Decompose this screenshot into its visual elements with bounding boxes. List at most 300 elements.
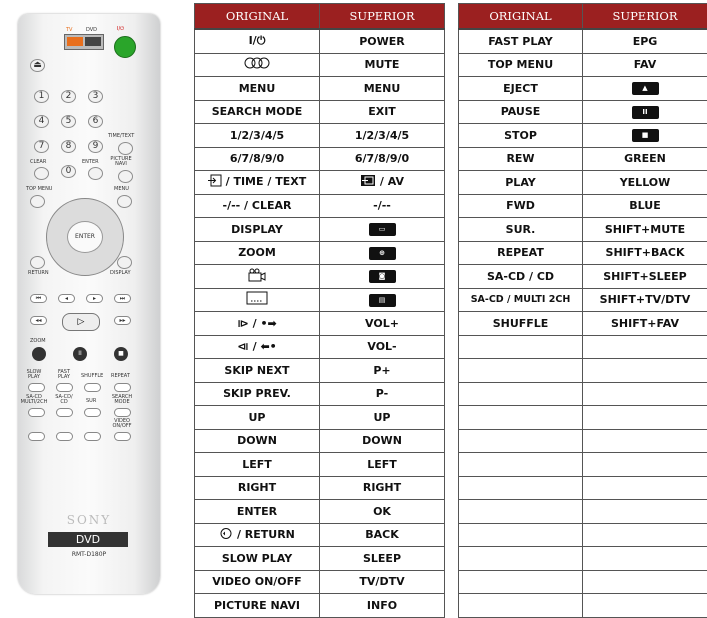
- original-cell: [195, 594, 320, 618]
- original-header: ORIGINAL: [459, 4, 583, 30]
- angle-icon: [247, 268, 267, 285]
- cell-text: VIDEO ON/OFF: [212, 575, 301, 588]
- superior-cell: [320, 218, 445, 242]
- cell-text: POWER: [359, 35, 405, 48]
- angle-key-icon: ◙: [369, 270, 396, 284]
- superior-cell: [583, 594, 707, 618]
- zoom-label: ZOOM: [30, 339, 46, 344]
- picture-navi-label: PICTURE NAVI: [110, 157, 132, 167]
- original-cell: [195, 312, 320, 336]
- subtitle-key-icon: ▤: [369, 293, 396, 307]
- audio-button: [56, 432, 73, 441]
- digit-2-button: 2: [61, 90, 76, 103]
- original-cell: [459, 288, 583, 312]
- play-button: ▷: [62, 313, 100, 331]
- superior-cell: [583, 241, 707, 265]
- superior-cell: [320, 265, 445, 289]
- table-row: [195, 335, 445, 359]
- cell-text: OK: [373, 505, 391, 518]
- table-row: [459, 124, 707, 148]
- superior-cell: [583, 218, 707, 242]
- cell-text: LEFT: [242, 458, 272, 471]
- original-cell: [195, 453, 320, 477]
- superior-cell: [583, 570, 707, 594]
- sur-label: SUR: [86, 399, 96, 404]
- cell-text: DISPLAY: [231, 223, 283, 236]
- digit-5-button: 5: [61, 115, 76, 128]
- original-cell: [459, 476, 583, 500]
- cell-text: EJECT: [503, 82, 538, 95]
- eject-button: ⏏: [30, 59, 45, 72]
- cell-text: TOP MENU: [488, 58, 553, 71]
- original-cell: [195, 547, 320, 571]
- superior-cell: [583, 171, 707, 195]
- superior-cell: [320, 171, 445, 195]
- return-label: RETURN: [28, 271, 49, 276]
- table-row: [195, 265, 445, 289]
- table-row: [195, 359, 445, 383]
- stop-button: ■: [114, 347, 128, 361]
- table-row: [459, 265, 707, 289]
- table-row: [195, 288, 445, 312]
- cell-text: GREEN: [624, 152, 666, 165]
- superior-cell: [583, 53, 707, 77]
- cell-text: FWD: [506, 199, 535, 212]
- original-cell: [195, 100, 320, 124]
- table-row: [459, 288, 707, 312]
- superior-cell: [320, 147, 445, 171]
- top-menu-label: TOP MENU: [26, 187, 52, 192]
- superior-cell: [320, 124, 445, 148]
- display-button: [117, 256, 132, 269]
- power-button: [114, 36, 136, 58]
- table-row: [195, 594, 445, 618]
- cell-text: 6/7/8/9/0: [355, 152, 409, 165]
- time-text-button: [118, 142, 133, 155]
- search-mode-button: [114, 408, 131, 417]
- table-row: [459, 570, 707, 594]
- sacd-multi-button: [28, 408, 45, 417]
- cell-text: SHIFT+BACK: [606, 246, 685, 259]
- original-cell: [459, 218, 583, 242]
- superior-cell: [583, 100, 707, 124]
- original-cell: [459, 312, 583, 336]
- cell-text: / RETURN: [233, 528, 295, 541]
- subtitle-box-icon: [246, 291, 268, 308]
- superior-cell: [583, 500, 707, 524]
- cell-text: PLAY: [505, 176, 536, 189]
- sacd-cd-label: SA-CD/ CD: [52, 395, 76, 405]
- cell-text: SEARCH MODE: [212, 105, 302, 118]
- digit-4-button: 4: [34, 115, 49, 128]
- cell-text: MUTE: [365, 58, 400, 71]
- cell-text: P+: [373, 364, 390, 377]
- picture-navi-button: [118, 170, 133, 183]
- superior-cell: [583, 288, 707, 312]
- superior-header: SUPERIOR: [583, 4, 707, 30]
- cell-text: BACK: [365, 528, 399, 541]
- sur-button: [84, 408, 101, 417]
- cell-text: REPEAT: [497, 246, 544, 259]
- table-row: [459, 406, 707, 430]
- table-row: [459, 547, 707, 571]
- cell-text: PAUSE: [501, 105, 541, 118]
- table-header-row: [459, 4, 707, 30]
- superior-cell: [583, 476, 707, 500]
- original-cell: [459, 29, 583, 53]
- original-cell: [459, 570, 583, 594]
- model-number: RMT-D180P: [18, 551, 160, 558]
- original-cell: [459, 53, 583, 77]
- cell-text: ⧏ / ⬅•: [237, 340, 276, 353]
- pause-key-icon: II: [632, 105, 659, 119]
- table-row: [459, 312, 707, 336]
- original-cell: [195, 476, 320, 500]
- original-cell: [459, 194, 583, 218]
- original-cell: [459, 241, 583, 265]
- cell-text: 6/7/8/9/0: [230, 152, 284, 165]
- cell-text: FAV: [634, 58, 657, 71]
- cell-text: -/-- / CLEAR: [223, 199, 292, 212]
- superior-cell: [320, 359, 445, 383]
- digit-0-button: 0: [61, 165, 76, 178]
- superior-cell: [320, 288, 445, 312]
- superior-cell: [583, 124, 707, 148]
- cell-text: -/--: [373, 199, 391, 212]
- next-button: ⏭: [114, 294, 131, 303]
- superior-cell: [320, 429, 445, 453]
- cell-text: ZOOM: [238, 246, 276, 259]
- cell-text: / TIME / TEXT: [222, 175, 306, 188]
- cell-text: SHIFT+FAV: [611, 317, 679, 330]
- dvd-badge: DVD: [48, 532, 128, 547]
- original-cell: [195, 77, 320, 101]
- superior-cell: [320, 570, 445, 594]
- cell-text: ⧐ / •➡: [237, 317, 276, 330]
- digit-3-button: 3: [88, 90, 103, 103]
- table-row: [195, 77, 445, 101]
- menu-button: [117, 195, 132, 208]
- superior-cell: [583, 406, 707, 430]
- original-cell: [459, 547, 583, 571]
- table-row: [459, 429, 707, 453]
- cell-text: SLOW PLAY: [222, 552, 292, 565]
- original-cell: [195, 241, 320, 265]
- cell-text: SA-CD / MULTI 2CH: [471, 294, 571, 305]
- original-cell: [195, 406, 320, 430]
- rew-button: ◂◂: [30, 316, 47, 325]
- slow-play-button: [28, 383, 45, 392]
- cell-text: PICTURE NAVI: [214, 599, 300, 612]
- cell-text: SKIP NEXT: [224, 364, 289, 377]
- original-cell: [459, 359, 583, 383]
- original-cell: [195, 265, 320, 289]
- superior-cell: [320, 77, 445, 101]
- cell-text: ENTER: [237, 505, 277, 518]
- original-cell: [459, 77, 583, 101]
- table-row: [459, 194, 707, 218]
- dvd-label: DVD: [86, 28, 97, 33]
- cell-text: SA-CD / CD: [487, 270, 554, 283]
- cell-text: DOWN: [362, 434, 402, 447]
- cell-text: MENU: [239, 82, 276, 95]
- table-row: [195, 500, 445, 524]
- table-row: [195, 124, 445, 148]
- superior-cell: [320, 29, 445, 53]
- cell-text: P-: [376, 387, 388, 400]
- cell-text: UP: [374, 411, 391, 424]
- table-row: [459, 77, 707, 101]
- original-cell: [195, 288, 320, 312]
- superior-cell: [320, 241, 445, 265]
- digit-8-button: 8: [61, 140, 76, 153]
- cell-text: INFO: [367, 599, 397, 612]
- superior-cell: [320, 476, 445, 500]
- eject-key-icon: ▲: [632, 82, 659, 96]
- table-row: [459, 382, 707, 406]
- table-row: [459, 29, 707, 53]
- search-mode-label: SEARCH MODE: [110, 395, 134, 405]
- angle-button: [84, 432, 101, 441]
- superior-cell: [583, 147, 707, 171]
- slow-play-label: SLOW PLAY: [22, 370, 46, 380]
- table-header-row: [195, 4, 445, 30]
- shuffle-button: [84, 383, 101, 392]
- original-cell: [195, 500, 320, 524]
- repeat-label: REPEAT: [111, 374, 130, 379]
- cell-text: YELLOW: [620, 176, 671, 189]
- original-cell: [195, 124, 320, 148]
- digit-1-button: 1: [34, 90, 49, 103]
- original-cell: [459, 594, 583, 618]
- superior-cell: [583, 335, 707, 359]
- zoom-button: [32, 347, 46, 361]
- superior-cell: [320, 523, 445, 547]
- enter-small-label: ENTER: [82, 160, 99, 165]
- cell-text: RIGHT: [363, 481, 401, 494]
- fast-play-label: FAST PLAY: [52, 370, 76, 380]
- power-label: I/⏻: [117, 27, 124, 32]
- original-cell: [459, 523, 583, 547]
- cell-text: 1/2/3/4/5: [230, 129, 284, 142]
- subtitle-icon: [244, 57, 270, 72]
- cell-text: FAST PLAY: [488, 35, 553, 48]
- shuffle-label: SHUFFLE: [81, 374, 103, 379]
- superior-cell: [583, 29, 707, 53]
- superior-cell: [583, 453, 707, 477]
- top-menu-button: [30, 195, 45, 208]
- tv-label: TV: [66, 28, 72, 33]
- original-cell: [459, 500, 583, 524]
- table-row: [195, 476, 445, 500]
- digit-7-button: 7: [34, 140, 49, 153]
- cell-text: MENU: [364, 82, 401, 95]
- digit-9-button: 9: [88, 140, 103, 153]
- superior-cell: [583, 194, 707, 218]
- original-cell: [459, 100, 583, 124]
- table-row: [459, 523, 707, 547]
- table-row: [195, 100, 445, 124]
- table-row: [195, 406, 445, 430]
- step-fwd-button: ▸: [86, 294, 103, 303]
- video-onoff-label: VIDEO ON/OFF: [110, 419, 134, 429]
- input-icon: [208, 174, 222, 190]
- cell-text: SHIFT+MUTE: [605, 223, 685, 236]
- cell-text: DOWN: [237, 434, 277, 447]
- cell-text: EPG: [633, 35, 658, 48]
- enter-small-button: [88, 167, 103, 180]
- original-cell: [459, 124, 583, 148]
- original-cell: [459, 406, 583, 430]
- original-cell: [459, 382, 583, 406]
- return-icon: [219, 527, 233, 543]
- table-row: [459, 594, 707, 618]
- remote-control-image: [18, 14, 160, 594]
- table-row: [195, 53, 445, 77]
- superior-cell: [583, 547, 707, 571]
- original-cell: [459, 429, 583, 453]
- superior-cell: [583, 77, 707, 101]
- sacd-cd-button: [56, 408, 73, 417]
- superior-cell: [583, 265, 707, 289]
- table-row: [459, 500, 707, 524]
- cell-text: SLEEP: [363, 552, 401, 565]
- cell-text: UP: [249, 411, 266, 424]
- stop-key-icon: ■: [632, 129, 659, 143]
- cell-text: EXIT: [368, 105, 396, 118]
- table-row: [459, 335, 707, 359]
- fast-play-button: [56, 383, 73, 392]
- table-row: [459, 359, 707, 383]
- table-row: [195, 453, 445, 477]
- cell-text: LEFT: [367, 458, 397, 471]
- superior-cell: [320, 312, 445, 336]
- video-onoff-button: [114, 432, 131, 441]
- cell-text: VOL+: [365, 317, 399, 330]
- return-button: [30, 256, 45, 269]
- table-row: [195, 194, 445, 218]
- cell-text: SHIFT+TV/DTV: [600, 293, 691, 306]
- superior-cell: [320, 406, 445, 430]
- time-text-label: TIME/TEXT: [108, 134, 134, 139]
- table-row: [195, 241, 445, 265]
- original-cell: [195, 335, 320, 359]
- superior-cell: [583, 312, 707, 336]
- cell-text: SUR.: [506, 223, 536, 236]
- original-cell: [195, 194, 320, 218]
- original-cell: [459, 265, 583, 289]
- clear-label: CLEAR: [30, 160, 46, 165]
- superior-cell: [320, 335, 445, 359]
- superior-cell: [320, 53, 445, 77]
- table-row: [459, 241, 707, 265]
- superior-cell: [583, 382, 707, 406]
- cell-text: 1/2/3/4/5: [355, 129, 409, 142]
- dpad-enter-button: ENTER: [67, 221, 103, 253]
- table-row: [459, 218, 707, 242]
- original-cell: [195, 382, 320, 406]
- table-row: [459, 171, 707, 195]
- table-row: [459, 100, 707, 124]
- table-row: [195, 429, 445, 453]
- tv-dvd-switch: [64, 34, 104, 50]
- repeat-button: [114, 383, 131, 392]
- original-cell: [459, 147, 583, 171]
- superior-cell: [320, 453, 445, 477]
- dpad: [46, 198, 124, 276]
- superior-cell: [583, 359, 707, 383]
- cell-text: SHUFFLE: [493, 317, 549, 330]
- superior-cell: [320, 100, 445, 124]
- display-key-icon: ▭: [369, 223, 396, 237]
- original-header: ORIGINAL: [195, 4, 320, 30]
- original-cell: [195, 218, 320, 242]
- display-label: DISPLAY: [110, 271, 131, 276]
- subtitle-button: [28, 432, 45, 441]
- superior-cell: [320, 194, 445, 218]
- original-cell: [195, 523, 320, 547]
- superior-header: SUPERIOR: [320, 4, 445, 30]
- brand-logo: SONY: [18, 513, 160, 527]
- cell-text: STOP: [504, 129, 537, 142]
- superior-cell: [320, 500, 445, 524]
- table-row: [195, 547, 445, 571]
- superior-cell: [320, 547, 445, 571]
- table-row: [195, 312, 445, 336]
- sacd-multi-label: SA-CD MULTI/2CH: [20, 395, 48, 405]
- original-cell: [195, 570, 320, 594]
- table-row: [195, 382, 445, 406]
- table-row: [459, 476, 707, 500]
- prev-button: ⏮: [30, 294, 47, 303]
- superior-cell: [583, 429, 707, 453]
- table-row: [195, 171, 445, 195]
- table-row: [195, 29, 445, 53]
- mapping-table-left: [194, 3, 445, 618]
- table-row: [195, 147, 445, 171]
- original-cell: [459, 171, 583, 195]
- original-cell: [195, 359, 320, 383]
- cell-text: SKIP PREV.: [223, 387, 291, 400]
- superior-cell: [320, 382, 445, 406]
- step-back-button: ◂: [58, 294, 75, 303]
- table-row: [195, 523, 445, 547]
- original-cell: [195, 29, 320, 53]
- zoom-key-icon: ⊕: [369, 246, 396, 260]
- original-cell: [195, 147, 320, 171]
- av-icon: [360, 174, 376, 190]
- table-row: [195, 218, 445, 242]
- cell-text: VOL-: [367, 340, 396, 353]
- clear-button: [34, 167, 49, 180]
- superior-cell: [320, 594, 445, 618]
- cell-text: BLUE: [629, 199, 660, 212]
- menu-label: MENU: [114, 187, 129, 192]
- original-cell: [195, 429, 320, 453]
- digit-6-button: 6: [88, 115, 103, 128]
- cell-text: TV/DTV: [359, 575, 404, 588]
- cell-text: SHIFT+SLEEP: [603, 270, 686, 283]
- table-row: [459, 53, 707, 77]
- original-cell: [459, 335, 583, 359]
- cell-text: I/⏻: [249, 34, 266, 47]
- original-cell: [195, 53, 320, 77]
- superior-cell: [583, 523, 707, 547]
- original-cell: [195, 171, 320, 195]
- cell-text: RIGHT: [238, 481, 276, 494]
- mapping-table-right: [458, 3, 707, 618]
- cell-text: / AV: [376, 175, 404, 188]
